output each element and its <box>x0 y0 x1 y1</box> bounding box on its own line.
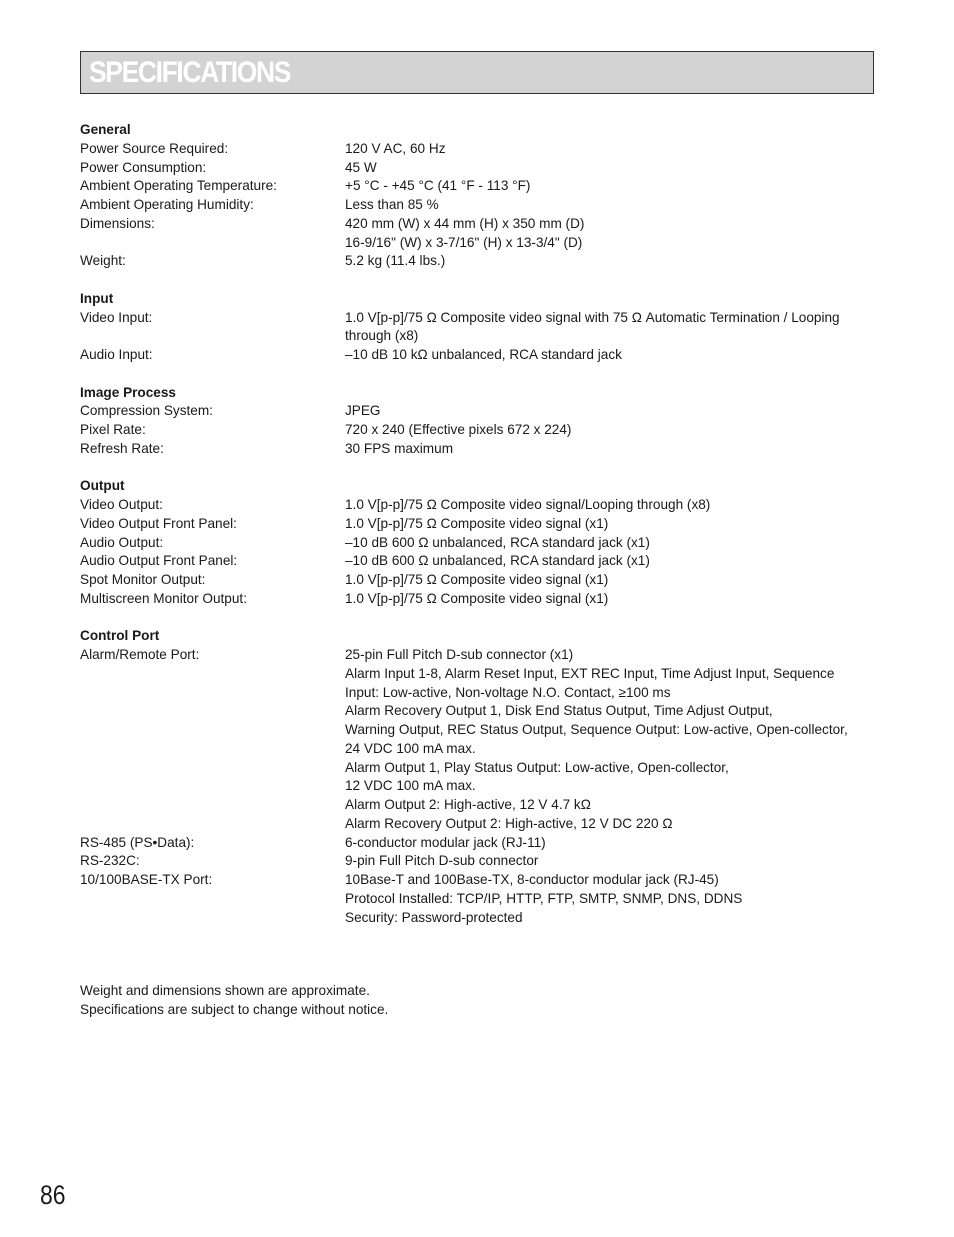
spec-label: Power Consumption: <box>80 159 207 175</box>
spec-value <box>345 496 880 515</box>
spec-label: Ambient Operating Temperature: <box>80 178 277 194</box>
page-title: SPECIFICATIONS <box>89 56 291 89</box>
spec-row <box>80 196 880 215</box>
spec-label: Video Output: <box>80 497 163 512</box>
spec-value <box>345 852 880 871</box>
spec-value-line: JPEG <box>345 403 381 419</box>
spec-row <box>80 871 880 927</box>
spec-label: Compression System: <box>80 403 213 419</box>
spec-section <box>80 290 880 365</box>
spec-value-line: –10 dB 600 Ω unbalanced, RCA standard jack (x1) <box>345 553 650 569</box>
spec-value <box>345 515 880 534</box>
spec-value-line: Alarm Input 1-8, Alarm Reset Input, EXT REC Input, Time Adjust Input, Sequence <box>345 665 835 681</box>
spec-value-line: Less than 85 % <box>345 197 439 212</box>
section-title: Output <box>80 478 125 494</box>
spec-label: Alarm/Remote Port: <box>80 647 200 662</box>
spec-value-line: Input: Low-active, Non-voltage N.O. Contact, ≥100 ms <box>345 684 671 700</box>
spec-value <box>345 346 880 365</box>
spec-value-line: 420 mm (W) x 44 mm (H) x 350 mm (D) <box>345 215 585 231</box>
spec-value <box>345 252 880 271</box>
spec-section <box>80 121 880 271</box>
footer-note: Specifications are subject to change without notice. <box>80 1001 389 1017</box>
specifications-content <box>80 121 880 946</box>
footer-notes <box>80 982 388 1020</box>
spec-value-line: Alarm Recovery Output 1, Disk End Status Output, Time Adjust Output, <box>345 703 773 719</box>
spec-value-line: 1.0 V[p-p]/75 Ω Composite video signal (x1) <box>345 572 609 587</box>
spec-value-line: +5 °C - +45 °C (41 °F - 113 °F) <box>345 178 531 194</box>
spec-value-line: 30 FPS maximum <box>345 440 454 456</box>
spec-value-line: 1.0 V[p-p]/75 Ω Composite video signal/Looping through (x8) <box>345 497 711 512</box>
spec-value-line: 720 x 240 (Effective pixels 672 x 224) <box>345 422 572 437</box>
spec-label: Ambient Operating Humidity: <box>80 197 254 212</box>
spec-value <box>345 196 880 215</box>
spec-row <box>80 590 880 609</box>
spec-label: RS-232C: <box>80 853 140 869</box>
spec-label: Audio Output Front Panel: <box>80 553 238 569</box>
spec-value-line: Warning Output, REC Status Output, Sequence Output: Low-active, Open-collector, <box>345 722 848 737</box>
spec-value-line: Security: Password-protected <box>345 909 523 925</box>
section-title: Image Process <box>80 384 176 400</box>
spec-value <box>345 871 880 927</box>
section-title: Control Port <box>80 628 160 644</box>
spec-value <box>345 552 880 571</box>
spec-label: Pixel Rate: <box>80 422 146 437</box>
title-banner <box>80 51 874 94</box>
spec-value <box>345 646 880 834</box>
spec-value <box>345 215 880 253</box>
spec-value-line: 45 W <box>345 159 377 175</box>
spec-row <box>80 496 880 515</box>
spec-value <box>345 140 880 159</box>
spec-value-line: 120 V AC, 60 Hz <box>345 140 446 156</box>
spec-value-line: –10 dB 600 Ω unbalanced, RCA standard jack (x1) <box>345 534 650 550</box>
spec-label: 10/100BASE-TX Port: <box>80 872 213 887</box>
spec-value <box>345 534 880 553</box>
spec-section <box>80 384 880 459</box>
spec-value <box>345 159 880 178</box>
spec-value-line: 6-conductor modular jack (RJ-11) <box>345 834 546 850</box>
spec-label: Dimensions: <box>80 215 155 231</box>
spec-row <box>80 402 880 421</box>
spec-value-line: 1.0 V[p-p]/75 Ω Composite video signal (x1) <box>345 590 609 606</box>
spec-value <box>345 402 880 421</box>
spec-value-line: 24 VDC 100 mA max. <box>345 740 476 756</box>
spec-label: Power Source Required: <box>80 140 229 156</box>
spec-label: RS-485 (PS•Data): <box>80 834 195 850</box>
spec-value-line: Alarm Output 2: High-active, 12 V 4.7 kΩ <box>345 797 591 812</box>
spec-value-line: 1.0 V[p-p]/75 Ω Composite video signal with 75 Ω Automatic Termination / Looping <box>345 309 840 325</box>
spec-label: Multiscreen Monitor Output: <box>80 590 247 606</box>
spec-value-line: 1.0 V[p-p]/75 Ω Composite video signal (x1) <box>345 515 609 531</box>
spec-value <box>345 177 880 196</box>
spec-value-line: Protocol Installed: TCP/IP, HTTP, FTP, SMTP, SNMP, DNS, DDNS <box>345 890 743 906</box>
spec-row <box>80 140 880 159</box>
spec-row <box>80 159 880 178</box>
footer-note: Weight and dimensions shown are approximate. <box>80 983 370 998</box>
section-title: General <box>80 122 131 137</box>
spec-label: Weight: <box>80 253 126 269</box>
spec-value-line: –10 dB 10 kΩ unbalanced, RCA standard jack <box>345 347 622 362</box>
spec-row <box>80 646 880 834</box>
spec-value <box>345 590 880 609</box>
spec-row <box>80 834 880 853</box>
spec-value <box>345 834 880 853</box>
spec-label: Video Output Front Panel: <box>80 515 237 531</box>
spec-value <box>345 309 880 347</box>
spec-value-line: 10Base-T and 100Base-TX, 8-conductor modular jack (RJ-45) <box>345 872 719 887</box>
spec-row <box>80 440 880 459</box>
spec-row <box>80 421 880 440</box>
spec-value-line: Alarm Output 1, Play Status Output: Low-active, Open-collector, <box>345 759 729 775</box>
spec-row <box>80 552 880 571</box>
spec-label: Refresh Rate: <box>80 440 164 456</box>
spec-value-line: Alarm Recovery Output 2: High-active, 12 V DC 220 Ω <box>345 815 673 831</box>
spec-value-line: through (x8) <box>345 328 419 344</box>
spec-value-line: 12 VDC 100 mA max. <box>345 778 476 794</box>
spec-value <box>345 440 880 459</box>
spec-value-line: 16-9/16" (W) x 3-7/16" (H) x 13-3/4" (D) <box>345 234 583 250</box>
spec-row <box>80 252 880 271</box>
spec-row <box>80 534 880 553</box>
spec-row <box>80 346 880 365</box>
spec-section <box>80 627 880 927</box>
spec-value <box>345 421 880 440</box>
spec-row <box>80 215 880 253</box>
spec-value-line: 5.2 kg (11.4 lbs.) <box>345 253 446 269</box>
spec-label: Video Input: <box>80 309 153 325</box>
spec-row <box>80 177 880 196</box>
spec-label: Audio Input: <box>80 347 153 362</box>
page-number: 86 <box>40 1180 66 1210</box>
spec-value <box>345 571 880 590</box>
spec-section <box>80 477 880 608</box>
spec-row <box>80 852 880 871</box>
section-title: Input <box>80 290 114 306</box>
spec-value-line: 25-pin Full Pitch D-sub connector (x1) <box>345 647 574 662</box>
spec-label: Audio Output: <box>80 534 164 550</box>
spec-row <box>80 515 880 534</box>
spec-row <box>80 309 880 347</box>
spec-value-line: 9-pin Full Pitch D-sub connector <box>345 853 539 869</box>
spec-label: Spot Monitor Output: <box>80 572 206 587</box>
spec-row <box>80 571 880 590</box>
